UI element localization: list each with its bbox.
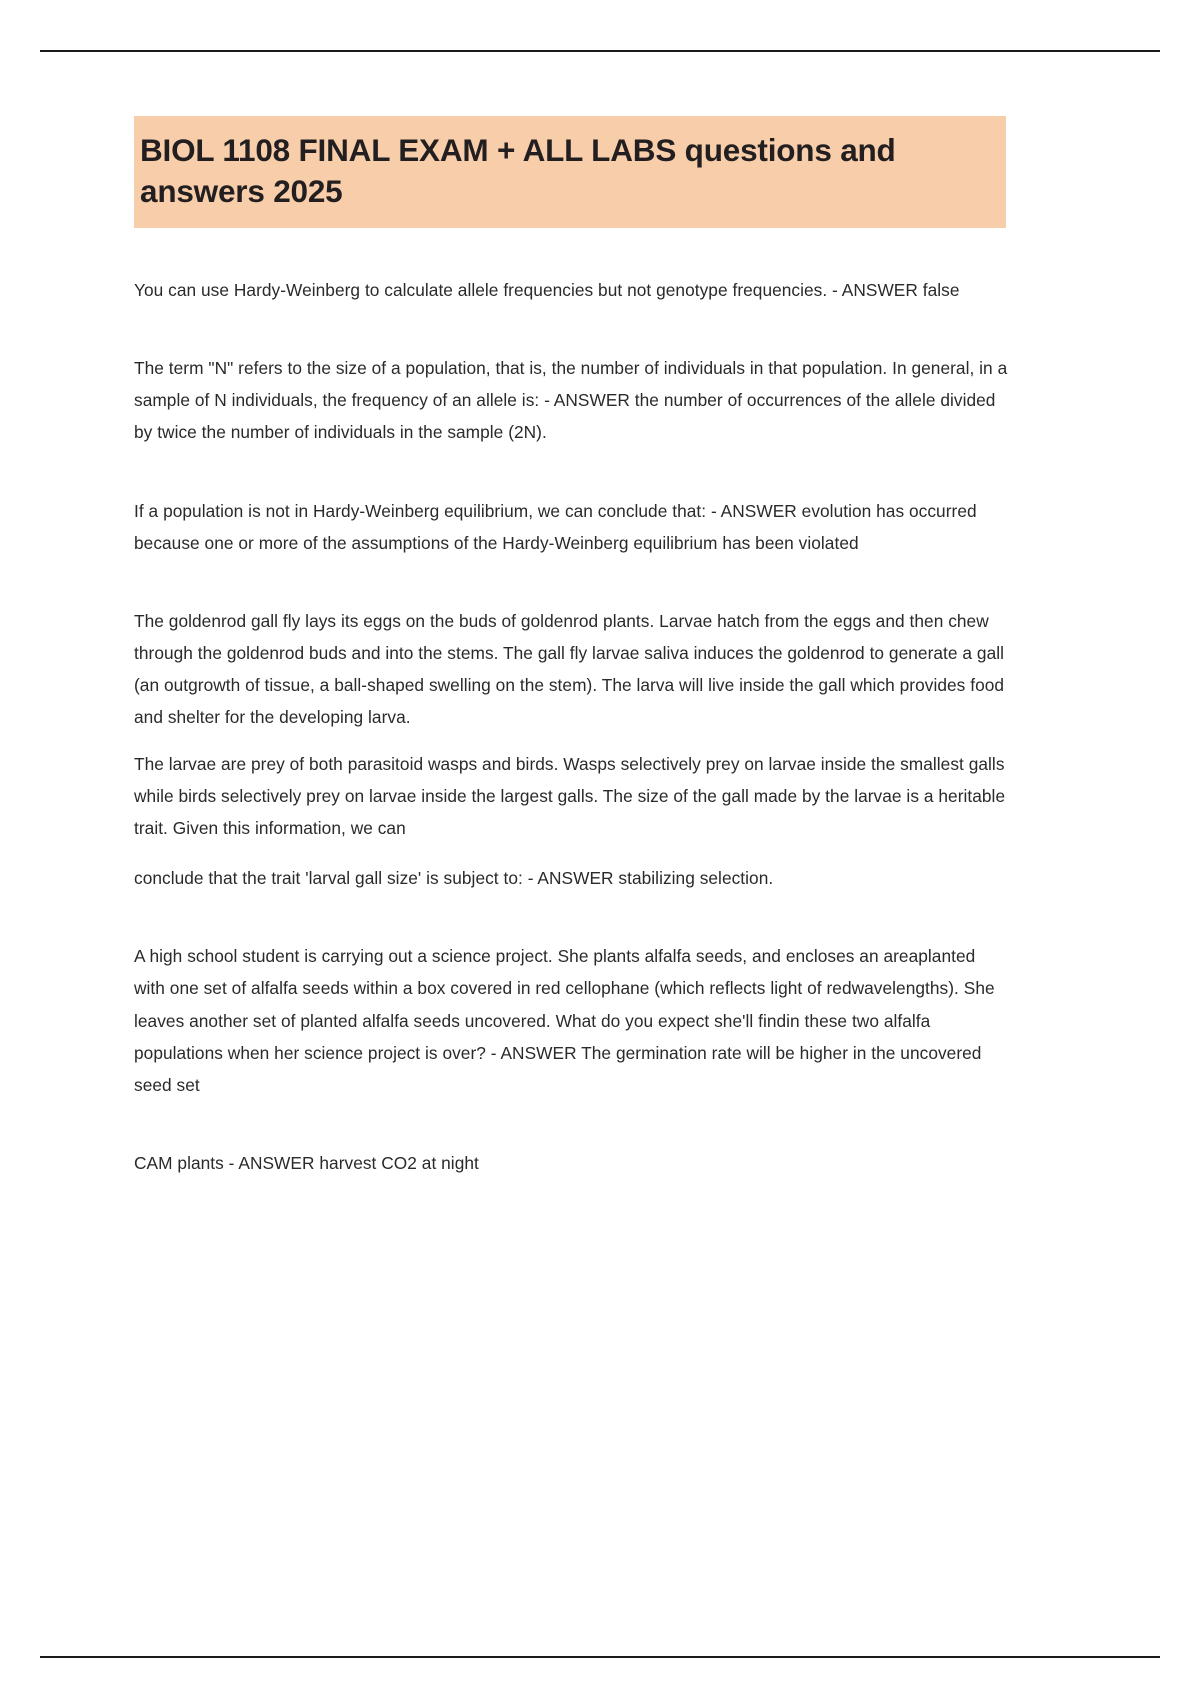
paragraph-2: The term "N" refers to the size of a population, that is, the number of individuals in that population. In general, in a sample of N individuals, the frequency of an allele is: - ANSWER the number of occurrences of the allele divided by twice the number of individuals in the sample (2N). xyxy=(134,358,1008,443)
paragraph-1: You can use Hardy-Weinberg to calculate allele frequencies but not genotype frequencies. - ANSWER false xyxy=(134,279,960,300)
paragraph-8: CAM plants - ANSWER harvest CO2 at night xyxy=(134,1153,479,1174)
footer-rule xyxy=(40,1656,1160,1658)
header-rule xyxy=(40,50,1160,52)
paragraph-7: A high school student is carrying out a science project. She plants alfalfa seeds, and encloses an areaplanted with one set of alfalfa seeds within a box covered in red cellophane (which reflects light of redwavelengths). She leaves another set of planted alfalfa seeds uncovered. What do you expect she'll findin these two alfalfa populations when her science project is over? - ANSWER The germination rate will be higher in the uncovered seed set xyxy=(134,946,995,1095)
document-body xyxy=(134,274,1009,1179)
paragraph-3: If a population is not in Hardy-Weinberg equilibrium, we can conclude that: - ANSWER evolution has occurred because one or more of the assumptions of the Hardy-Weinberg equilibrium has been violated xyxy=(134,500,977,553)
paragraph-4: The goldenrod gall fly lays its eggs on the buds of goldenrod plants. Larvae hatch from the eggs and then chew through the goldenrod buds and into the stems. The gall fly larvae saliva induces the goldenrod to generate a gall (an outgrowth of tissue, a ball-shaped swelling on the stem). The larva will live inside the gall which provides food and shelter for the developing larva. xyxy=(134,610,1005,728)
title-highlight-band xyxy=(134,116,1006,228)
page-title: BIOL 1108 FINAL EXAM + ALL LABS questions and answers 2025 xyxy=(140,132,896,209)
document-content xyxy=(134,116,1009,1179)
paragraph-5: The larvae are prey of both parasitoid wasps and birds. Wasps selectively prey on larvae inside the smallest galls while birds selectively prey on larvae inside the largest galls. The size of the gall made by the larvae is a heritable trait. Given this information, we can xyxy=(134,753,1006,838)
paragraph-6: conclude that the trait 'larval gall size' is subject to: - ANSWER stabilizing selection. xyxy=(134,868,774,889)
